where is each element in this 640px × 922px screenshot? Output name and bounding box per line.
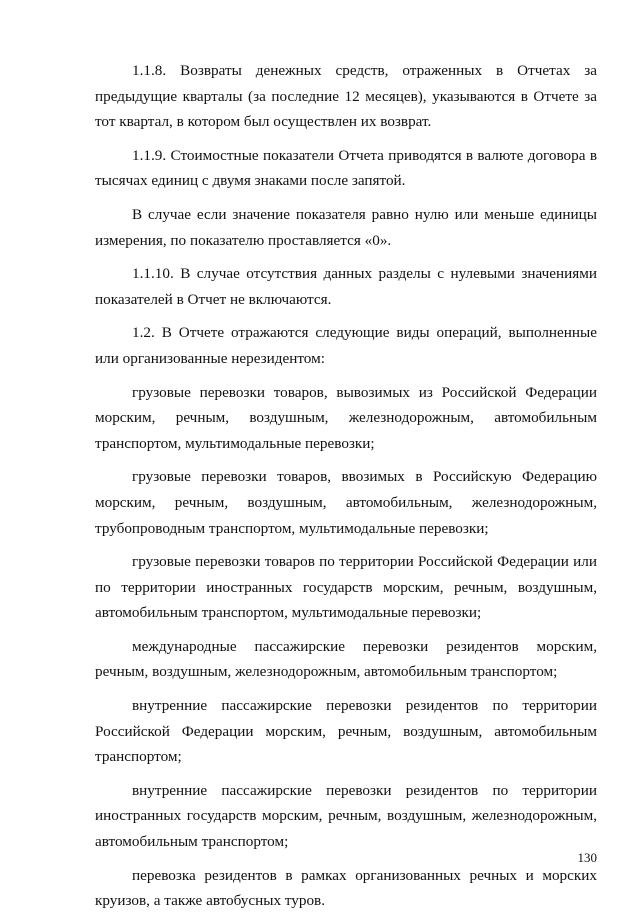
list-item-export-cargo: грузовые перевозки товаров, вывозимых из Российской Федерации морским, речным, воздушным, железнодорожным, автомобильным транспортом, мультимодальные перевозки; bbox=[95, 383, 597, 452]
list-item-domestic-foreign-passenger: внутренние пассажирские перевозки резидентов по территории иностранных государств морским, речным, воздушным, железнодорожным, автомобильным транспортом; bbox=[95, 781, 597, 851]
paragraph-1-1-9: 1.1.9. Стоимостные показатели Отчета приводятся в валюте договора в тысячах единиц с двумя знаками после запятой. bbox=[95, 146, 597, 190]
body-text bbox=[95, 58, 597, 922]
list-item-domestic-russia-passenger: внутренние пассажирские перевозки резидентов по территории Российской Федерации морским, речным, воздушным, автомобильным транспортом; bbox=[95, 697, 597, 766]
page-number: 130 bbox=[577, 850, 597, 865]
paragraph-zero-value-rule: В случае если значение показателя равно нулю или меньше единицы измерения, по показателю проставляется «0». bbox=[95, 205, 597, 249]
list-item-import-cargo: грузовые перевозки товаров, ввозимых в Российскую Федерацию морским, речным, воздушным, автомобильным, железнодорожным, трубопроводным транспортом, мультимодальные перевозки; bbox=[95, 468, 597, 537]
paragraph-1-1-8: 1.1.8. Возвраты денежных средств, отраженных в Отчетах за предыдущие кварталы (за последние 12 месяцев), указываются в Отчете за тот квартал, в котором был осуществлен их возврат. bbox=[95, 62, 597, 131]
paragraph-1-2: 1.2. В Отчете отражаются следующие виды операций, выполненные или организованные нерезидентом: bbox=[95, 324, 597, 367]
list-item-domestic-foreign-cargo: грузовые перевозки товаров по территории Российской Федерации или по территории иностранных государств морским, речным, воздушным, автомобильным транспортом, мультимодальные перевозки; bbox=[95, 553, 597, 622]
paragraph-1-1-10: 1.1.10. В случае отсутствия данных разделы с нулевыми значениями показателей в Отчет не включаются. bbox=[95, 265, 597, 308]
list-item-cruises-tours: перевозка резидентов в рамках организованных речных и морских круизов, а также автобусных туров. bbox=[95, 866, 597, 910]
list-item-international-passenger: международные пассажирские перевозки резидентов морским, речным, воздушным, железнодорожным, автомобильным транспортом; bbox=[95, 637, 597, 681]
